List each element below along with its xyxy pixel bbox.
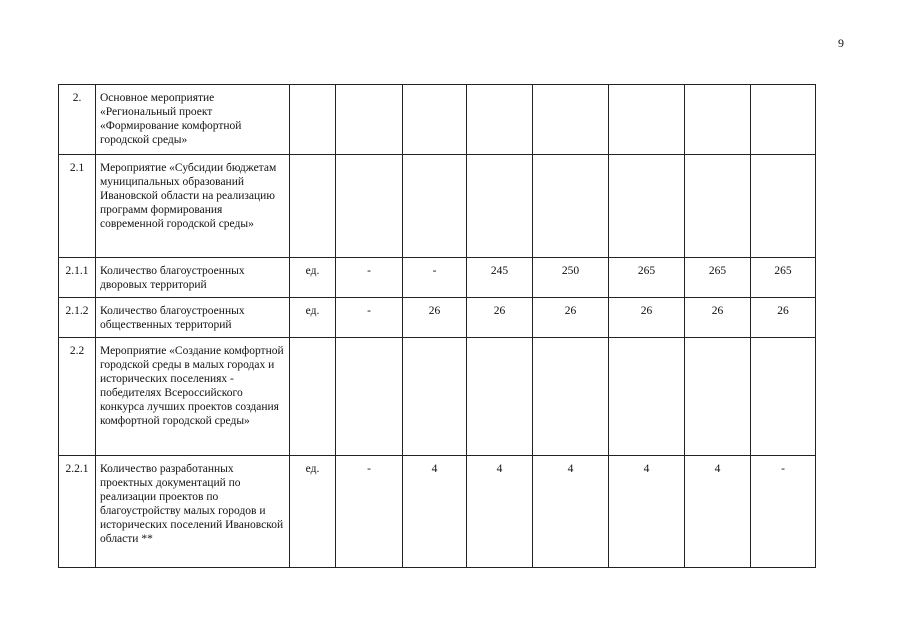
row-value: 265 (685, 258, 751, 298)
row-value (336, 85, 403, 155)
row-value (336, 155, 403, 258)
row-name: Количество благоустроенных дворовых территорий (96, 258, 290, 298)
row-value: 26 (467, 298, 533, 338)
table-row (59, 85, 816, 155)
row-value (609, 85, 685, 155)
row-name: Основное мероприятие «Региональный проект «Формирование комфортной городской среды» (96, 85, 290, 155)
table-row (59, 338, 816, 456)
indicators-table (58, 84, 816, 568)
row-unit (290, 338, 336, 456)
row-number: 2. (59, 85, 96, 155)
row-value: 4 (609, 456, 685, 568)
row-value: - (751, 456, 816, 568)
row-number: 2.2.1 (59, 456, 96, 568)
row-name: Мероприятие «Субсидии бюджетам муниципальных образований Ивановской области на реализацию программ формирования современной городской среды» (96, 155, 290, 258)
row-value: - (336, 456, 403, 568)
row-unit (290, 155, 336, 258)
row-value (685, 85, 751, 155)
row-value: 26 (403, 298, 467, 338)
table-row (59, 258, 816, 298)
row-name: Количество разработанных проектных документаций по реализации проектов по благоустройству малых городов и исторических поселений Ивановской области ** (96, 456, 290, 568)
table-row (59, 298, 816, 338)
row-unit (290, 85, 336, 155)
row-number: 2.1.2 (59, 298, 96, 338)
row-name: Мероприятие «Создание комфортной городской среды в малых городах и исторических поселениях - победителях Всероссийского конкурса лучших проектов создания комфортной городской среды» (96, 338, 290, 456)
row-value (751, 85, 816, 155)
row-value: 26 (609, 298, 685, 338)
row-value: - (336, 298, 403, 338)
row-value: 4 (685, 456, 751, 568)
row-value (467, 155, 533, 258)
row-value: - (336, 258, 403, 298)
row-value (609, 338, 685, 456)
row-value (533, 155, 609, 258)
row-value: - (403, 258, 467, 298)
row-value (751, 155, 816, 258)
row-value: 265 (609, 258, 685, 298)
row-unit: ед. (290, 258, 336, 298)
row-value (533, 338, 609, 456)
row-unit: ед. (290, 298, 336, 338)
row-number: 2.2 (59, 338, 96, 456)
row-number: 2.1.1 (59, 258, 96, 298)
table-row (59, 456, 816, 568)
row-unit: ед. (290, 456, 336, 568)
row-value (336, 338, 403, 456)
row-value (685, 338, 751, 456)
row-number: 2.1 (59, 155, 96, 258)
row-value: 250 (533, 258, 609, 298)
row-value (467, 85, 533, 155)
row-value (751, 338, 816, 456)
row-value (533, 85, 609, 155)
row-value: 26 (533, 298, 609, 338)
page-number: 9 (838, 36, 844, 50)
row-value: 4 (403, 456, 467, 568)
row-value: 4 (533, 456, 609, 568)
row-name: Количество благоустроенных общественных территорий (96, 298, 290, 338)
row-value (403, 338, 467, 456)
row-value: 4 (467, 456, 533, 568)
row-value: 26 (751, 298, 816, 338)
row-value: 265 (751, 258, 816, 298)
row-value (685, 155, 751, 258)
row-value: 245 (467, 258, 533, 298)
row-value (467, 338, 533, 456)
row-value (609, 155, 685, 258)
row-value: 26 (685, 298, 751, 338)
row-value (403, 85, 467, 155)
table-row (59, 155, 816, 258)
row-value (403, 155, 467, 258)
